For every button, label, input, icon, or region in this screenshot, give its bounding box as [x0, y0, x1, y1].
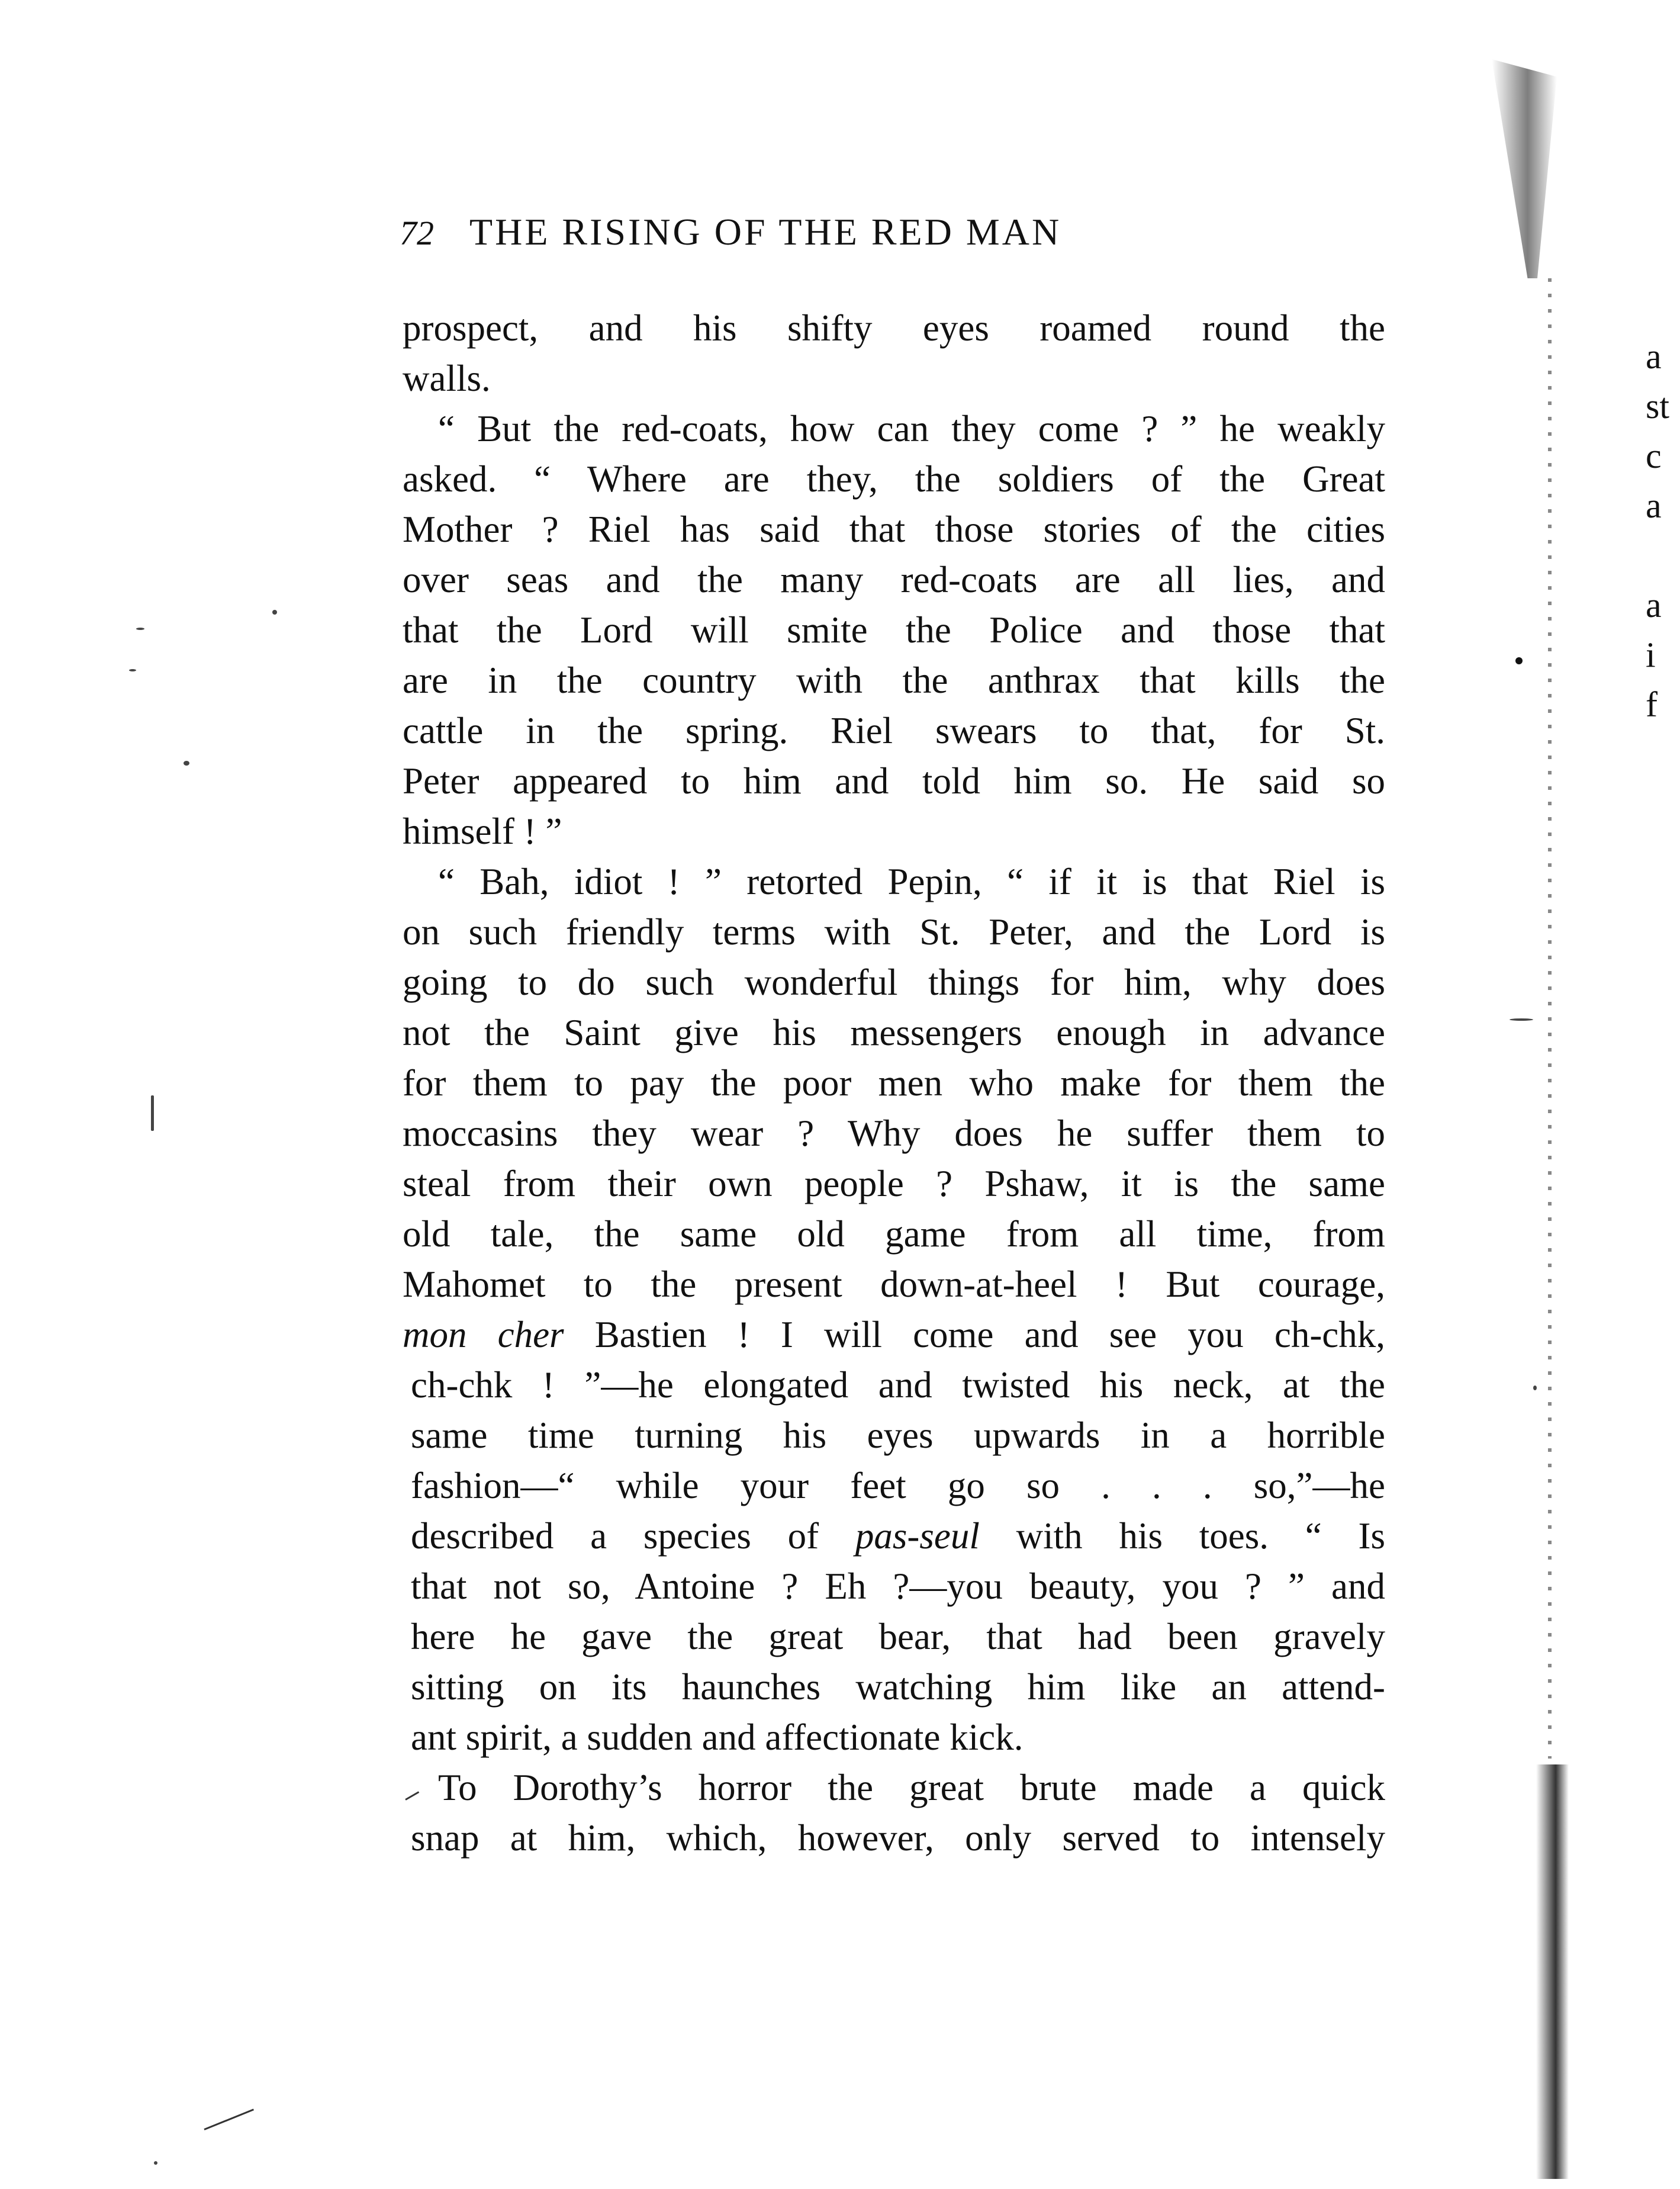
text-line: snap at him, which, however, only served to intensely — [411, 1817, 1385, 1859]
text-line-with-italic — [403, 1310, 1385, 1360]
scan-speck — [1533, 1386, 1537, 1390]
scan-speck — [272, 610, 277, 615]
text-line: walls. — [403, 358, 491, 399]
scan-stroke — [204, 2108, 254, 2130]
scan-speck — [154, 2161, 157, 2165]
text-fragment: described a species of — [411, 1515, 819, 1557]
page-number: 72 — [400, 214, 434, 252]
binding-shadow — [1492, 59, 1557, 278]
text-line: not the Saint give his messengers enough in advance — [403, 1012, 1385, 1053]
binding-shadow — [1536, 1764, 1569, 2179]
text-fragment: Bastien ! I will come and see you ch-chk, — [594, 1314, 1386, 1355]
text-line: that the Lord will smite the Police and those that — [403, 609, 1385, 651]
text-line: sitting on its haunches watching him like an attend- — [411, 1666, 1385, 1708]
fragment: c — [1646, 436, 1662, 475]
italic-phrase: pas-seul — [855, 1515, 980, 1557]
body-text — [403, 303, 1385, 1863]
scan-speck — [1510, 1018, 1533, 1021]
fragment: i — [1646, 635, 1656, 674]
text-line: Mother ? Riel has said that those stories of the cities — [403, 509, 1385, 550]
fragment: a — [1646, 486, 1662, 525]
text-line: for them to pay the poor men who make for them the — [403, 1062, 1385, 1104]
scan-speck — [136, 628, 144, 630]
facing-page-fragments — [1646, 332, 1680, 729]
text-line: on such friendly terms with St. Peter, and the Lord is — [403, 911, 1385, 953]
fragment: a — [1646, 337, 1662, 376]
text-line: that not so, Antoine ? Eh ?—you beauty, you ? ” and — [411, 1566, 1385, 1607]
binding-edge — [1548, 278, 1552, 1759]
scan-speck — [129, 669, 136, 671]
text-line: “ Bah, idiot ! ” retorted Pepin, “ if it is that Riel is — [438, 861, 1385, 902]
text-line: steal from their own people ? Pshaw, it is the same — [403, 1163, 1385, 1204]
text-line: old tale, the same old game from all time, from — [403, 1213, 1385, 1255]
text-line: cattle in the spring. Riel swears to that, for St. — [403, 710, 1385, 751]
fragment: st — [1646, 387, 1670, 426]
text-line: “ But the red-coats, how can they come ? ” he weakly — [438, 408, 1385, 449]
text-line: same time turning his eyes upwards in a horrible — [411, 1415, 1385, 1456]
text-line: here he gave the great bear, that had been gravely — [411, 1616, 1385, 1657]
text-line: Mahomet to the present down-at-heel ! But courage, — [403, 1264, 1385, 1305]
text-fragment: with his toes. “ Is — [1016, 1515, 1385, 1557]
scan-speck — [151, 1095, 154, 1131]
running-head — [400, 210, 1282, 263]
text-line: prospect, and his shifty eyes roamed round the — [403, 307, 1385, 349]
text-line: Peter appeared to him and told him so. He said so — [403, 760, 1385, 802]
italic-phrase: mon cher — [403, 1314, 564, 1355]
text-line: asked. “ Where are they, the soldiers of the Great — [403, 458, 1385, 500]
scan-speck — [1515, 657, 1523, 664]
text-line: over seas and the many red-coats are all lies, and — [403, 559, 1385, 600]
text-line-with-italic — [403, 1511, 1385, 1561]
text-line: himself ! ” — [403, 811, 562, 852]
fragment: a — [1646, 586, 1662, 625]
text-line: going to do such wonderful things for him, why does — [403, 962, 1385, 1003]
text-line: To Dorothy’s horror the great brute made a quick — [438, 1767, 1385, 1808]
running-title: THE RISING OF THE RED MAN — [469, 211, 1062, 253]
text-line: ch-chk ! ”—he elongated and twisted his neck, at the — [411, 1364, 1385, 1406]
text-line: ant spirit, a sudden and affectionate kick. — [411, 1717, 1024, 1758]
text-line: fashion—“ while your feet go so . . . so,”—he — [411, 1465, 1385, 1506]
text-line: are in the country with the anthrax that kills the — [403, 660, 1385, 701]
text-line: moccasins they wear ? Why does he suffer them to — [403, 1113, 1385, 1154]
scan-speck — [184, 761, 189, 766]
fragment: f — [1646, 685, 1658, 724]
